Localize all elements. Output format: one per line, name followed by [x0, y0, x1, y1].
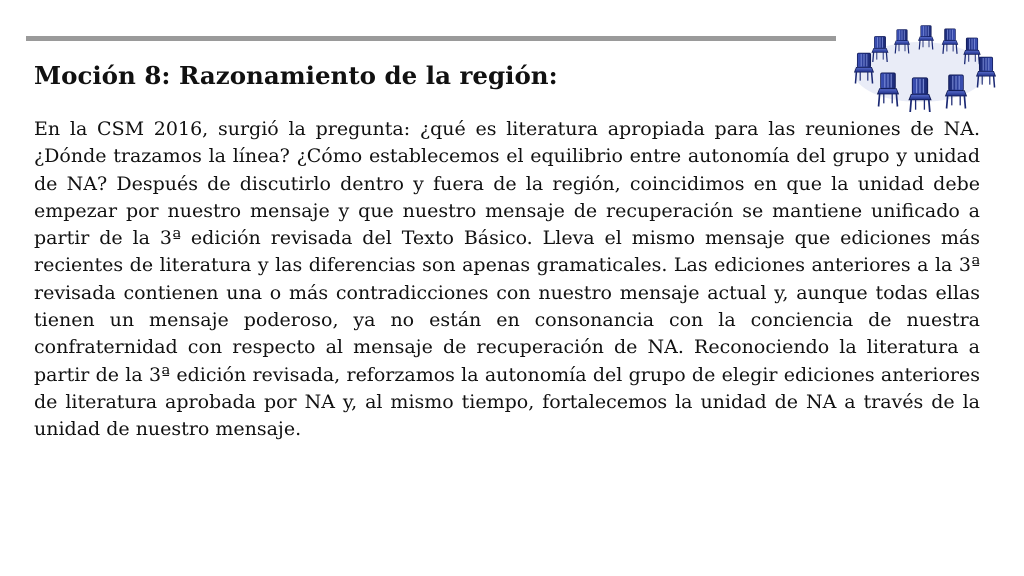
slide-title: Moción 8: Razonamiento de la región: [34, 61, 558, 90]
chairs-circle-icon [840, 12, 1000, 112]
body-paragraph: En la CSM 2016, surgió la pregunta: ¿qué es literatura apropiada para las reuniones de NA. ¿Dónde trazamos la línea? ¿Cómo establecemos el equilibrio entre autonomía del grupo y unidad de NA? Después de discutirlo dentro y fuera de la región, coincidimos en que la unidad debe empezar por nuestro mensaje y que nuestro mensaje de recuperación se mantiene unificado a partir de la 3ª edición revisada del Texto Básico. Lleva el mismo mensaje que ediciones más recientes de literatura y las diferencias son apenas gramaticales. Las ediciones anteriores a la 3ª revisada contienen una o más contradicciones con nuestro mensaje actual y, aunque todas ellas tienen un mensaje poderoso, ya no están en consonancia con la conciencia de nuestra confraternidad con respecto al mensaje de recuperación de NA. Reconociendo la literatura a partir de la 3ª edición revisada, reforzamos la autonomía del grupo de elegir ediciones anteriores de literatura aprobada por NA y, al mismo tiempo, fortalecemos la unidad de NA a través de la unidad de nuestro mensaje. [34, 118, 980, 441]
header-divider [26, 36, 836, 41]
